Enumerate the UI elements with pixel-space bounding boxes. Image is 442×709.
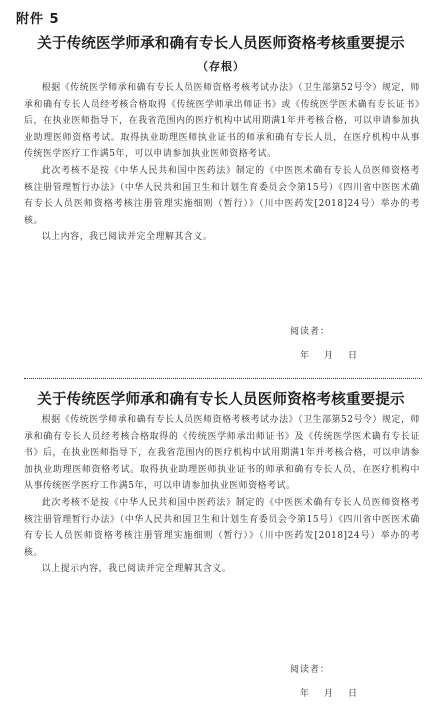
top-body <box>24 80 420 246</box>
bottom-paragraph-3: 以上提示内容，我已阅读并完全理解其含义。 <box>41 564 232 575</box>
bottom-body <box>24 412 420 578</box>
cut-line-divider <box>24 378 422 379</box>
bottom-date-month: 月 <box>324 689 335 699</box>
bottom-title: 关于传统医学师承和确有专长人员医师资格考核重要提示 <box>37 392 405 408</box>
top-subtitle: （存根） <box>197 60 245 73</box>
top-reader-label: 阅读者： <box>290 327 331 337</box>
attachment-label: 附件 5 <box>16 12 60 27</box>
top-date-year: 年 <box>300 351 311 361</box>
top-paragraph-3: 以上内容，我已阅读并完全理解其含义。 <box>41 232 213 243</box>
top-paragraph-2: 此次考核不是按《中华人民共和国中医药法》制定的《中医医术确有专长人员医师资格考核注册管理暂行办法》（中华人民共和国卫生和计划生育委员会令第15号）《四川省中医医术确有专长人员医师资格考核注册管理实施细则（暂行）》（川中医药发[2018]24号）举办的考核。 <box>24 165 420 226</box>
top-date-month: 月 <box>324 351 335 361</box>
bottom-date-year: 年 <box>300 689 311 699</box>
bottom-paragraph-1: 根据《传统医学师承和确有专长人员医师资格考核考试办法》（卫生部第52号令）规定，师承和确有专长人员经考核合格取得的《传统医学师承出师证书》及《传统医学医术确有专长证书》后，在执业医师指导下，在我省范围内的医疗机构中试用期满1年并考核合格，可以申请参加执业助理医师资格考试。取得执业助理医师执业证书的师承和确有专长人员，在医疗机构中从事传统医学医疗工作满5年，可以申请参加执业医师资格考试。 <box>24 415 420 492</box>
bottom-date-day: 日 <box>348 689 359 699</box>
bottom-paragraph-2: 此次考核不是按《中华人民共和国中医药法》制定的《中医医术确有专长人员医师资格考核注册管理暂行办法》（中华人民共和国卫生和计划生育委员会令第15号）《四川省中医医术确有专长人员医师资格考核注册管理实施细则（暂行）》（川中医药发[2018]24号）举办的考核。 <box>24 497 420 558</box>
bottom-reader-label: 阅读者： <box>290 665 331 675</box>
bottom-date-line <box>300 686 372 699</box>
top-date-line <box>300 348 372 361</box>
top-title: 关于传统医学师承和确有专长人员医师资格考核重要提示 <box>37 36 405 52</box>
top-paragraph-1: 根据《传统医学师承和确有专长人员医师资格考核考试办法》（卫生部第52号令）规定，师承和确有专长人员经考核合格取得《传统医学师承出师证书》或《传统医学医术确有专长证书》后，在执业医师指导下，在我省范围内的医疗机构中试用期满1年并考核合格，可以申请参加执业助理医师资格考试。取得执业助理医师执业证书的师承和确有专长人员，在医疗机构中从事传统医学医疗工作满5年，可以申请参加执业医师资格考试。 <box>24 83 420 160</box>
top-date-day: 日 <box>348 351 359 361</box>
